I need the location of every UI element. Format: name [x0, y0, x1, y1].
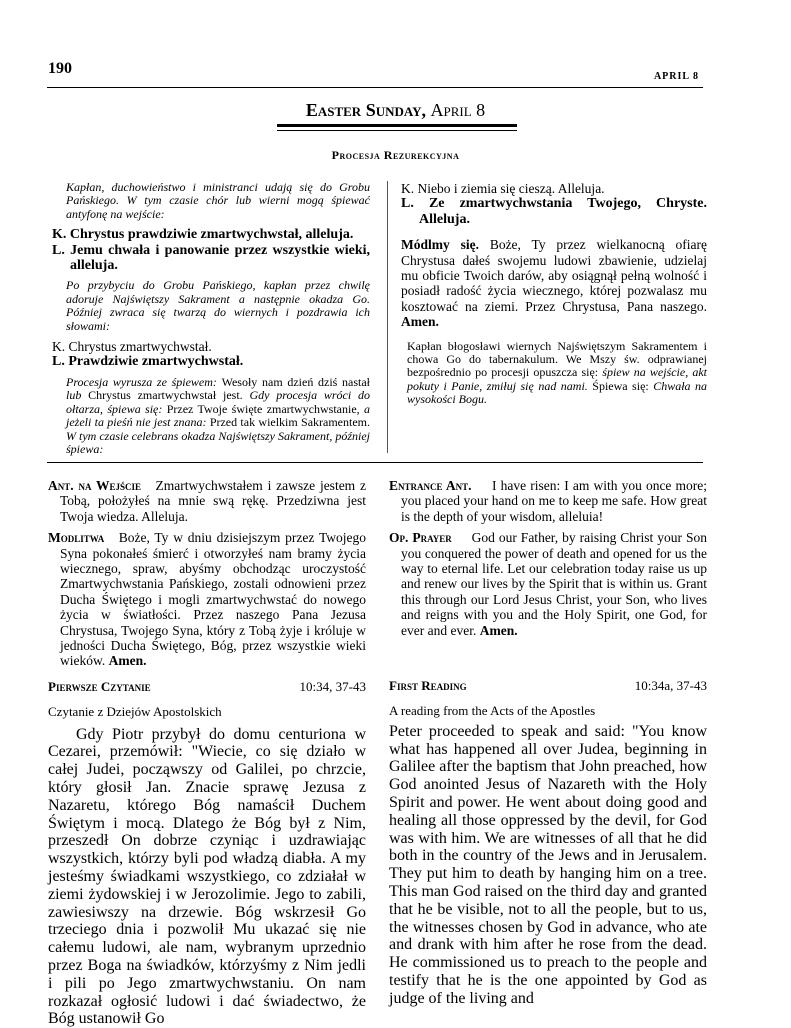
entrance-antiphon-pl-label: Ant. na Wejście [48, 478, 142, 493]
rubric-procession-part: lub [66, 388, 82, 403]
response-l3 [401, 196, 707, 227]
hymn-title-1: Wesoły nam dzień dziś nastał [221, 374, 370, 389]
procession-right-column [401, 181, 707, 407]
first-reading-pl-label: Pierwsze Czytanie [48, 678, 151, 694]
rubric-intro: Kapłan, duchowieństwo i ministranci udają się do Grobu Pańskiego. W tym czasie chór lub wierni mogą śpiewać antyfonę na wejście: [66, 180, 370, 221]
opening-prayer-en-label: Op. Prayer [389, 530, 452, 546]
versicle-k1 [52, 227, 370, 242]
first-reading-en-label: First Reading [389, 678, 467, 694]
title-rule-thin [277, 130, 517, 131]
rubric-at-tomb: Po przybyciu do Grobu Pańskiego, kapłan przez chwilę adoruje Najświętszy Sakrament a następnie okadza Go. Później zwraca się twarzą do wiernych i pozdrawia ich słowami: [66, 278, 370, 333]
entrance-antiphon-pl [48, 478, 366, 524]
hymn-title-4: Przed tak wielkim Sakramentem. [209, 415, 371, 430]
section-rule [47, 462, 703, 463]
title-rule-thick [277, 124, 517, 127]
closing-prayer-amen: Amen. [401, 314, 439, 330]
l1-label: L. [52, 242, 65, 258]
polish-column [48, 478, 366, 1028]
entrance-antiphon-en-text: I have risen: I am with you once more; you placed your hand on me to keep me safe. How great is the depth of your wisdom, alleluia! [401, 478, 708, 524]
entrance-antiphon-en [389, 478, 707, 524]
rubric-blessing-part: Śpiewa się: [592, 378, 649, 393]
rubric-blessing-part: śpiew na wejście, akt pokuty i Panie, zmiłuj się nad nami. [407, 365, 707, 393]
hymn-title-2: Chrystus zmartwychwstał jest. [88, 388, 243, 403]
rubric-procession-part: a jeżeli ta pieśń nie jest znana: [66, 401, 371, 430]
first-reading-pl-ref: 10:34, 37-43 [299, 678, 366, 694]
first-reading-pl-header [48, 679, 366, 694]
opening-prayer-en [389, 530, 707, 638]
page-title [0, 100, 791, 121]
title-date: April 8 [430, 100, 486, 120]
opening-prayer-en-amen: Amen. [479, 622, 518, 638]
opening-prayer-pl [48, 530, 366, 669]
closing-prayer [401, 237, 707, 329]
l1-text: Jemu chwała i panowanie przez wszystkie wieki, alleluja. [70, 242, 371, 274]
entrance-antiphon-pl-text: Zmartwychwstałem i zawsze jestem z Tobą, położyłeś na mnie swą rękę. Przedziwna jest Twoja wiedza. Alleluja. [60, 478, 366, 524]
k1-label: K. [52, 227, 67, 243]
page-number: 190 [48, 60, 72, 77]
column-divider [387, 181, 388, 453]
l2-label: L. [52, 354, 65, 370]
entrance-antiphon-en-label: Entrance Ant. [389, 478, 472, 493]
versicle-k3: K. Niebo i ziemia się cieszą. Alleluja. [401, 181, 605, 196]
first-reading-en-header [389, 678, 707, 693]
first-reading-en-ref: 10:34a, 37-43 [634, 678, 707, 694]
first-reading-en-text: Peter proceeded to speak and said: "You know what has happened all over Judea, beginning in Galilee after the baptism that John preached, how God anointed Jesus of Nazareth with the Holy Spirit and power. He went about doing good and healing all those oppressed by the devil, for God was with him. We are witnesses of all that he did both in the country of the Jews and in Jerusalem. They put him to death by hanging him on a tree. This man God raised on the third day and granted that he be visible, not to all the people, but to us, the witnesses chosen by God in advance, who ate and drank with him after he rose from the dead. He commissioned us to preach to the people and testify that he is the one appointed by God as judge of the living and [389, 722, 707, 1007]
opening-prayer-pl-text: Boże, Ty w dniu dzisiejszym przez Twojego Syna pokonałeś śmierć i otworzyłeś nam bramy życia wiecznego, spraw, abyśmy obchodząc uroczystość Zmartwychwstania Pańskiego, zostali odnowieni przez Ducha Świętego i mogli zmartwychwstać do nowego życia w światłości. Przez naszego Pana Jezusa Chrystusa, Twojego Syna, który z Tobą żyje i króluje w jedności Ducha Świętego, Bóg, przez wszystkie wieki wieków. [60, 530, 367, 669]
opening-prayer-en-text: God our Father, by raising Christ your Son you conquered the power of death and opened for us the way to eternal life. Let our celebration today raise us up and renew our lives by the Spirit that is within us. Grant this through our Lord Jesus Christ, your Son, who lives and reigns with you and the Holy Spirit, one God, for ever and ever. [401, 530, 707, 638]
response-l1 [52, 243, 370, 274]
first-reading-pl-source: Czytanie z Dziejów Apostolskich [48, 704, 222, 720]
response-l2 [52, 354, 370, 369]
first-reading-pl-text: Gdy Piotr przybył do domu centuriona w Cezarei, przemówił: "Wiecie, co się działo w całej Judei, począwszy od Galilei, po chrzcie, który głosił Jan. Znacie sprawę Jezusa z Nazaretu, którego Bóg namaścił Duchem Świętym i mocą. Dlatego że Bóg był z Nim, przeszedł On dobrze czyniąc i uzdrawiając wszystkich, którzy byli pod władzą diabła. A my jesteśmy świadkami wszystkiego, co zdziałał w ziemi żydowskiej i w Jerozolimie. Jego to zabili, zawiesiwszy na drzewie. Bóg wskrzesił Go trzeciego dnia i pozwolił Mu ukazać się nie całemu ludowi, ale nam, wybranym uprzednio przez Boga na świadków, którzyśmy z Nim jedli i pili po Jego zmartwychwstaniu. On nam rozkazał ogłosić ludowi i dać świadectwo, że Bóg ustanowił Go [48, 725, 366, 1028]
title-main: Easter Sunday, [305, 100, 426, 120]
rubric-procession-part: Gdy procesja wróci do ołtarza, śpiewa się: [66, 388, 370, 416]
hymn-title-3: Przez Twoje święte zmartwychwstanie, [166, 401, 360, 416]
closing-prayer-label: Módlmy się. [401, 237, 479, 253]
rubric-procession-part: Procesja wyrusza ze śpiewem: [66, 374, 217, 389]
opening-prayer-pl-amen: Amen. [108, 653, 147, 669]
rubric-blessing-part: Kapłan błogosławi wiernych Najświętszym Sakramentem i chowa Go do tabernakulum. We Mszy św. odprawianej bezpośrednio po procesji opuszcza się: [407, 338, 707, 380]
closing-prayer-text: Boże, Ty przez wielkanocną ofiarę Chrystusa dałeś swojemu ludowi zbawienie, udzielaj mu obficie Twoich darów, aby osiągnął pełną wolność i posiadł radość życia wiecznego, której pozwalasz mu kosztować na ziemi. Przez Chrystusa, Pana naszego. [401, 237, 708, 314]
l3-label: L. [401, 196, 414, 212]
k1-text: Chrystus prawdziwie zmartwychwstał, alleluja. [69, 227, 354, 243]
rubric-procession-part: W tym czasie celebrans okadza Najświętszy Sakrament, później śpiewa: [66, 428, 370, 456]
rubric-procession [66, 376, 370, 456]
section-title: Procesja Rezurekcyjna [331, 148, 460, 162]
top-rule [47, 87, 703, 88]
versicle-k2: K. Chrystus zmartwychwstał. [52, 339, 212, 355]
first-reading-en-source: A reading from the Acts of the Apostles [389, 703, 596, 719]
rubric-blessing [407, 340, 707, 407]
opening-prayer-pl-label: Modlitwa [48, 530, 105, 546]
l3-text: Ze zmartwychwstania Twojego, Chryste. Alleluja. [419, 196, 707, 227]
procession-left-column [52, 181, 370, 456]
running-head: APRIL 8 [653, 71, 699, 82]
l2-text: Prawdziwie zmartwychwstał. [68, 354, 244, 370]
english-column [389, 478, 707, 1008]
rubric-blessing-part: Chwała na wysokości Bogu. [407, 378, 708, 407]
